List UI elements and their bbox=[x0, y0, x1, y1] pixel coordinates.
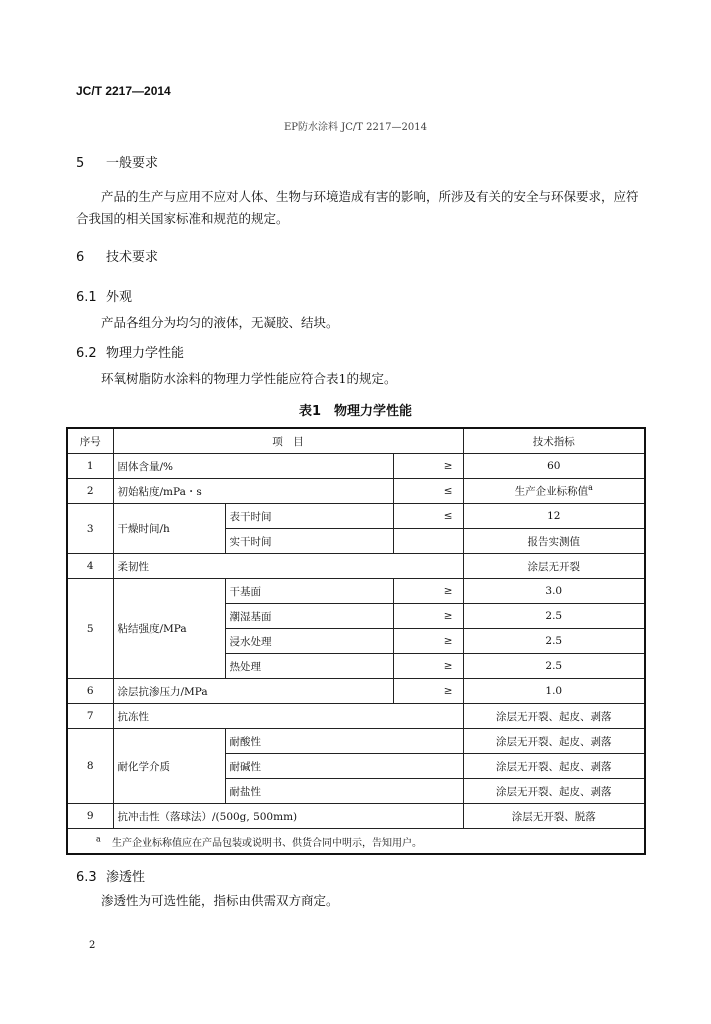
row-no: 2 bbox=[67, 479, 113, 504]
row-item: 涂层抗渗压力/MPa bbox=[113, 679, 393, 704]
row-value: 涂层无开裂、起皮、剥落 bbox=[463, 779, 645, 804]
row-symbol bbox=[393, 529, 463, 554]
row-value: 涂层无开裂、脱落 bbox=[463, 804, 645, 829]
row-symbol: ≥ bbox=[393, 454, 463, 479]
row-value: 涂层无开裂 bbox=[463, 554, 645, 579]
row-value: 2.5 bbox=[463, 604, 645, 629]
section-number: 6.3 bbox=[76, 870, 97, 885]
table-row bbox=[67, 679, 645, 704]
header-spec: 技术指标 bbox=[463, 428, 645, 454]
physical-properties-table bbox=[66, 427, 646, 855]
table-row bbox=[67, 704, 645, 729]
table-row bbox=[67, 554, 645, 579]
section-5-title bbox=[76, 152, 158, 171]
row-symbol: ≤ bbox=[393, 504, 463, 529]
row-no: 8 bbox=[67, 729, 113, 804]
row-no: 4 bbox=[67, 554, 113, 579]
section-number: 5 bbox=[76, 156, 85, 171]
row-symbol: ≥ bbox=[393, 654, 463, 679]
section-5-paragraph: 产品的生产与应用不应对人体、生物与环境造成有害的影响，所涉及有关的安全与环保要求，应符合我国的相关国家标准和规范的规定。 bbox=[76, 189, 639, 226]
table-header-row bbox=[67, 428, 645, 454]
row-no: 6 bbox=[67, 679, 113, 704]
row-subitem: 表干时间 bbox=[225, 504, 393, 529]
row-value: 3.0 bbox=[463, 579, 645, 604]
table-row bbox=[67, 479, 645, 504]
running-head: EP防水涂料 JC/T 2217—2014 bbox=[284, 122, 427, 133]
row-value: 涂层无开裂、起皮、剥落 bbox=[463, 704, 645, 729]
row-value: 12 bbox=[463, 504, 645, 529]
section-title-text: 外观 bbox=[106, 290, 133, 305]
row-symbol: ≥ bbox=[393, 579, 463, 604]
section-6-3-title bbox=[76, 866, 145, 885]
section-title-text: 物理力学性能 bbox=[106, 346, 185, 361]
row-item: 抗冻性 bbox=[113, 704, 463, 729]
row-value bbox=[463, 479, 645, 504]
footnote-marker: a bbox=[588, 483, 593, 493]
row-symbol: ≥ bbox=[393, 629, 463, 654]
row-value: 涂层无开裂、起皮、剥落 bbox=[463, 729, 645, 754]
section-number: 6 bbox=[76, 250, 85, 265]
row-item: 抗冲击性（落球法）/(500g, 500mm) bbox=[113, 804, 463, 829]
row-value: 2.5 bbox=[463, 629, 645, 654]
row-value: 2.5 bbox=[463, 654, 645, 679]
row-no: 9 bbox=[67, 804, 113, 829]
row-value: 涂层无开裂、起皮、剥落 bbox=[463, 754, 645, 779]
row-subitem: 耐碱性 bbox=[225, 754, 463, 779]
row-value: 1.0 bbox=[463, 679, 645, 704]
row-subitem: 浸水处理 bbox=[225, 629, 393, 654]
section-6-title bbox=[76, 246, 158, 265]
header-item: 项 目 bbox=[113, 428, 463, 454]
footnote-marker: a bbox=[96, 834, 101, 844]
row-symbol: ≥ bbox=[393, 604, 463, 629]
table-row bbox=[67, 454, 645, 479]
row-no: 5 bbox=[67, 579, 113, 679]
table-row bbox=[67, 804, 645, 829]
row-item: 初始粘度/mPa・s bbox=[113, 479, 393, 504]
row-subitem: 热处理 bbox=[225, 654, 393, 679]
header-no: 序号 bbox=[67, 428, 113, 454]
table-row bbox=[67, 729, 645, 754]
row-no: 7 bbox=[67, 704, 113, 729]
table-row bbox=[67, 504, 645, 529]
row-symbol: ≥ bbox=[393, 679, 463, 704]
row-item: 粘结强度/MPa bbox=[113, 579, 225, 679]
row-value: 报告实测值 bbox=[463, 529, 645, 554]
document-code: JC/T 2217—2014 bbox=[76, 84, 171, 98]
row-no: 3 bbox=[67, 504, 113, 554]
row-item: 耐化学介质 bbox=[113, 729, 225, 804]
row-item: 柔韧性 bbox=[113, 554, 463, 579]
row-value: 60 bbox=[463, 454, 645, 479]
row-subitem: 实干时间 bbox=[225, 529, 393, 554]
section-6-2-title bbox=[76, 342, 184, 361]
section-number: 6.2 bbox=[76, 346, 97, 361]
section-6-2-paragraph: 环氧树脂防水涂料的物理力学性能应符合表1的规定。 bbox=[101, 371, 397, 386]
section-title-text: 渗透性 bbox=[106, 870, 146, 885]
table-caption: 表1 物理力学性能 bbox=[298, 404, 413, 419]
section-6-1-title bbox=[76, 286, 132, 305]
footnote-text: 生产企业标称值应在产品包装或说明书、供货合同中明示，告知用户。 bbox=[111, 837, 422, 849]
row-subitem: 耐酸性 bbox=[225, 729, 463, 754]
row-subitem: 干基面 bbox=[225, 579, 393, 604]
table-row bbox=[67, 579, 645, 604]
row-symbol: ≤ bbox=[393, 479, 463, 504]
page-number: 2 bbox=[89, 940, 96, 951]
section-6-1-paragraph: 产品各组分为均匀的液体，无凝胶、结块。 bbox=[101, 315, 339, 330]
table-footnote-row bbox=[67, 829, 645, 855]
row-item: 固体含量/% bbox=[113, 454, 393, 479]
value-text: 生产企业标称值 bbox=[514, 485, 589, 498]
section-number: 6.1 bbox=[76, 290, 97, 305]
section-6-3-paragraph: 渗透性为可选性能，指标由供需双方商定。 bbox=[101, 893, 339, 908]
row-no: 1 bbox=[67, 454, 113, 479]
row-subitem: 潮湿基面 bbox=[225, 604, 393, 629]
section-title-text: 一般要求 bbox=[106, 156, 159, 171]
row-item: 干燥时间/h bbox=[113, 504, 225, 554]
row-subitem: 耐盐性 bbox=[225, 779, 463, 804]
table-footnote bbox=[67, 829, 645, 855]
section-title-text: 技术要求 bbox=[106, 250, 159, 265]
